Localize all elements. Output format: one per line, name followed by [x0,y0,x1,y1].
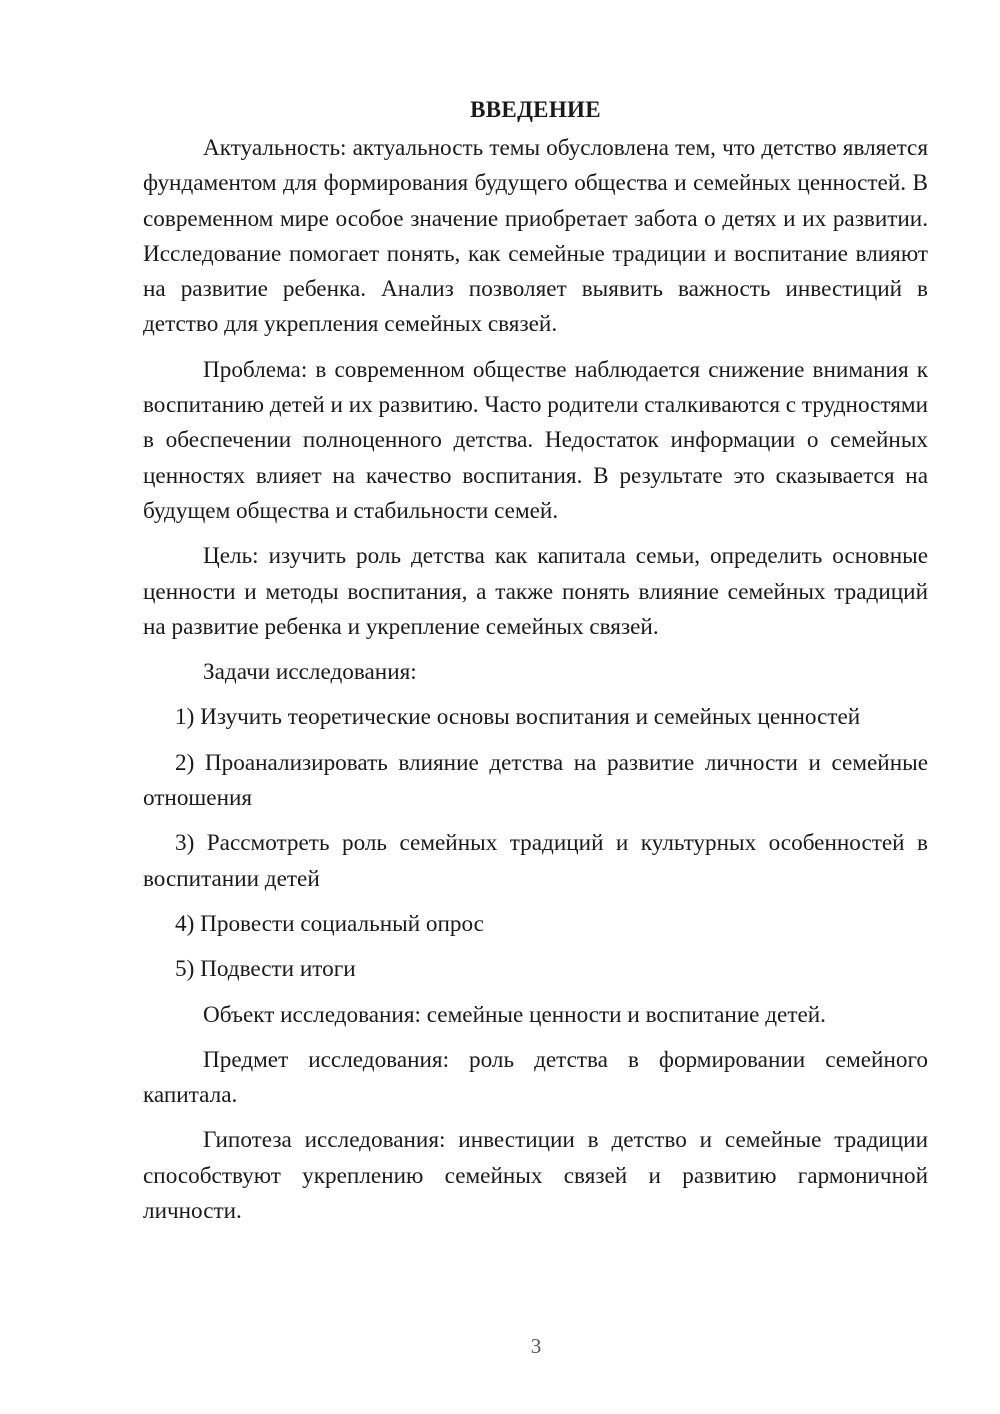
page-title: ВВЕДЕНИЕ [470,97,601,122]
task-item: 1) Изучить теоретические основы воспитания и семейных ценностей [175,704,861,731]
paragraph-relevance: Актуальность: актуальность темы обусловлена тем, что детство является фундаментом для формирования будущего общества и семейных ценностей. В современном мире особое значение приобретает забота о детях и их развитии. Исследование помогает понять, как семейные традиции и воспитание влияют на развитие ребенка. Анализ позволяет выявить важность инвестиций в детство для укрепления семейных связей. [143,135,928,338]
paragraph-subject: Предмет исследования: роль детства в формировании семейного капитала. [143,1046,928,1109]
task-item: 4) Провести социальный опрос [175,910,484,937]
paragraph-goal: Цель: изучить роль детства как капитала семьи, определить основные ценности и методы воспитания, а также понять влияние семейных традиций на развитие ребенка и укрепление семейных связей. [143,543,928,640]
paragraph-object: Объект исследования: семейные ценности и воспитание детей. [203,1001,826,1028]
task-item: 5) Подвести итоги [175,956,356,983]
paragraph-problem: Проблема: в современном обществе наблюдается снижение внимания к воспитанию детей и их развитию. Часто родители сталкиваются с трудностями в обеспечении полноценного детства. Недостаток информации о семейных ценностях влияет на качество воспитания. В результате это сказывается на будущем общества и стабильности семей. [143,356,928,524]
document-page [143,92,928,1239]
task-item: 2) Проанализировать влияние детства на развитие личности и семейные отношения [143,749,928,812]
page-number: 3 [530,1334,542,1358]
task-item: 3) Рассмотреть роль семейных традиций и культурных особенностей в воспитании детей [143,830,928,892]
paragraph-hypothesis: Гипотеза исследования: инвестиции в детство и семейные традиции способствуют укреплению семейных связей и развитию гармоничной личности. [143,1127,928,1225]
tasks-heading: Задачи исследования: [203,659,417,686]
